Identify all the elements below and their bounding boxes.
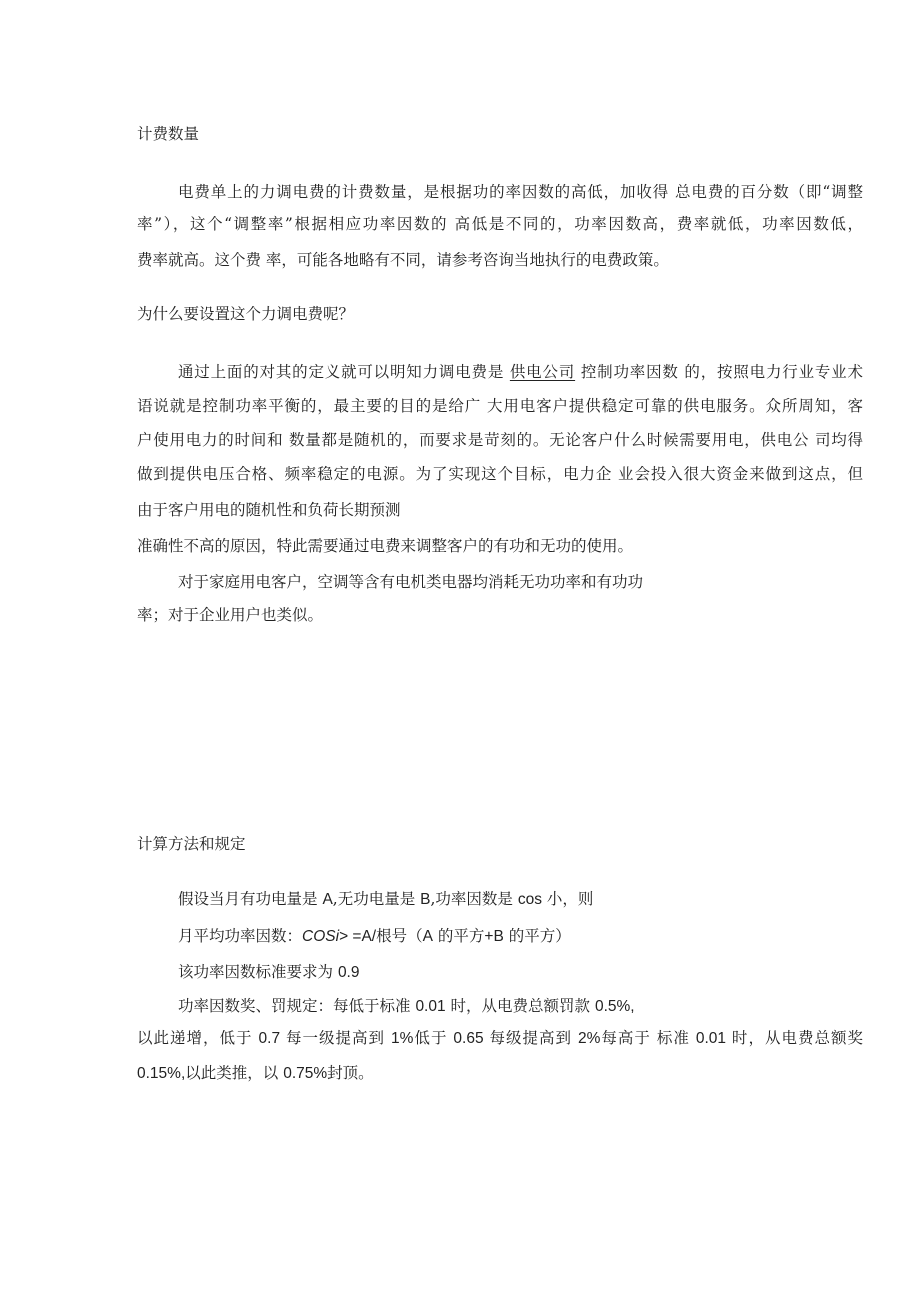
reward-penalty-line: [137, 1022, 863, 1055]
text-segment: ,功率因数是: [430, 890, 518, 908]
paragraph-line: 准确性不高的原因，特此需要通过电费来调整客户的有功和无功的使用。: [137, 537, 634, 555]
text-segment: 0.01: [415, 998, 446, 1015]
text-segment: 月平均功率因数：: [178, 927, 303, 945]
text-segment: 0.7: [258, 1030, 281, 1047]
text-segment: 根号（: [376, 927, 423, 945]
text-segment: 假设当月有功电量是: [178, 890, 323, 908]
paragraph-line: 语说就是控制功率平衡的，最主要的目的是给广 大用电客户提供稳定可靠的供电服务。众所周知，客: [137, 397, 863, 415]
paragraph-line: 对于家庭用电客户，空调等含有电机类电器均消耗无功功率和有功功: [178, 573, 644, 591]
text-segment: 每高于 标准: [600, 1029, 696, 1047]
text-segment: 0.75%: [283, 1065, 328, 1082]
text-segment: 以此类推，以: [185, 1064, 284, 1082]
text-segment: 低于: [413, 1029, 454, 1047]
text-segment: 0.15%,: [137, 1065, 186, 1082]
text-segment: 该功率因数标准要求为: [178, 963, 338, 981]
text-segment: 0.65: [453, 1030, 484, 1047]
formula-line-average-power-factor: [178, 926, 571, 947]
text-segment: ,无功电量是: [332, 890, 421, 908]
text-segment: A: [322, 891, 333, 908]
text-segment: 封顶。: [327, 1064, 374, 1082]
text-segment: 0.01: [695, 1030, 726, 1047]
power-company-link[interactable]: 供电公司: [509, 363, 576, 381]
standard-requirement-line: [178, 962, 360, 983]
text-segment: 1%: [391, 1030, 414, 1047]
text-segment: 的平方）: [503, 927, 571, 945]
text-segment: 时，从电费总额奖: [726, 1029, 864, 1047]
text-segment: > =A/: [339, 928, 377, 945]
reward-penalty-line: [178, 996, 635, 1017]
text-segment: 2%: [577, 1030, 601, 1047]
reward-penalty-line: [137, 1063, 374, 1084]
text-segment: 以此递增，低于: [137, 1029, 259, 1047]
text-segment: +B: [484, 928, 504, 945]
text-segment: A: [422, 928, 433, 945]
paragraph-line: 户使用电力的时间和 数量都是随机的，而要求是苛刻的。无论客户什么时候需要用电，供电公 司均得: [137, 431, 863, 449]
text-segment: 0.9: [337, 964, 360, 981]
paragraph-line: 费率就高。这个费 率，可能各地略有不同，请参考咨询当地执行的电费政策。: [137, 251, 669, 269]
paragraph-line-with-link: [178, 356, 863, 388]
paragraph-line: 由于客户用电的随机性和负荷长期预测: [137, 501, 401, 519]
text-segment: 每级提高到: [483, 1029, 578, 1047]
text-segment: 功率因数奖、罚规定：每低于标准: [178, 997, 416, 1015]
paragraph-line: 做到提供电压合格、频率稳定的电源。为了实现这个目标，电力企 业会投入很大资金来做到这点，但: [137, 465, 863, 483]
text-segment: 时，从电费总额罚款: [445, 997, 595, 1015]
text-segment: 通过上面的对其的定义就可以明知力调电费是: [178, 363, 510, 381]
formula-line-assumption: [178, 889, 593, 910]
text-segment: COSi: [302, 928, 340, 945]
paragraph-line: 电费单上的力调电费的计费数量，是根据功的率因数的高低，加收得 总电费的百分数（即“调整: [178, 183, 863, 201]
text-segment: 的平方: [432, 927, 485, 945]
text-segment: 0.5%,: [594, 998, 635, 1015]
text-segment: cos: [517, 891, 542, 908]
paragraph-line: 率；对于企业用户也类似。: [137, 606, 324, 624]
section-heading-calculation: 计算方法和规定: [137, 835, 246, 853]
text-segment: B: [420, 891, 431, 908]
section-heading-billing-quantity: 计费数量: [137, 125, 200, 143]
paragraph-line: 率”），这个“调整率”根据相应功率因数的 高低是不同的，功率因数高，费率就低，功率因数低，: [137, 215, 863, 233]
text-segment: 小，则: [541, 890, 594, 908]
section-heading-why: 为什么要设置这个力调电费呢？: [137, 305, 355, 323]
text-segment: 控制功率因数 的，按照电力行业专业术: [575, 363, 863, 381]
text-segment: 每一级提高到: [280, 1029, 392, 1047]
